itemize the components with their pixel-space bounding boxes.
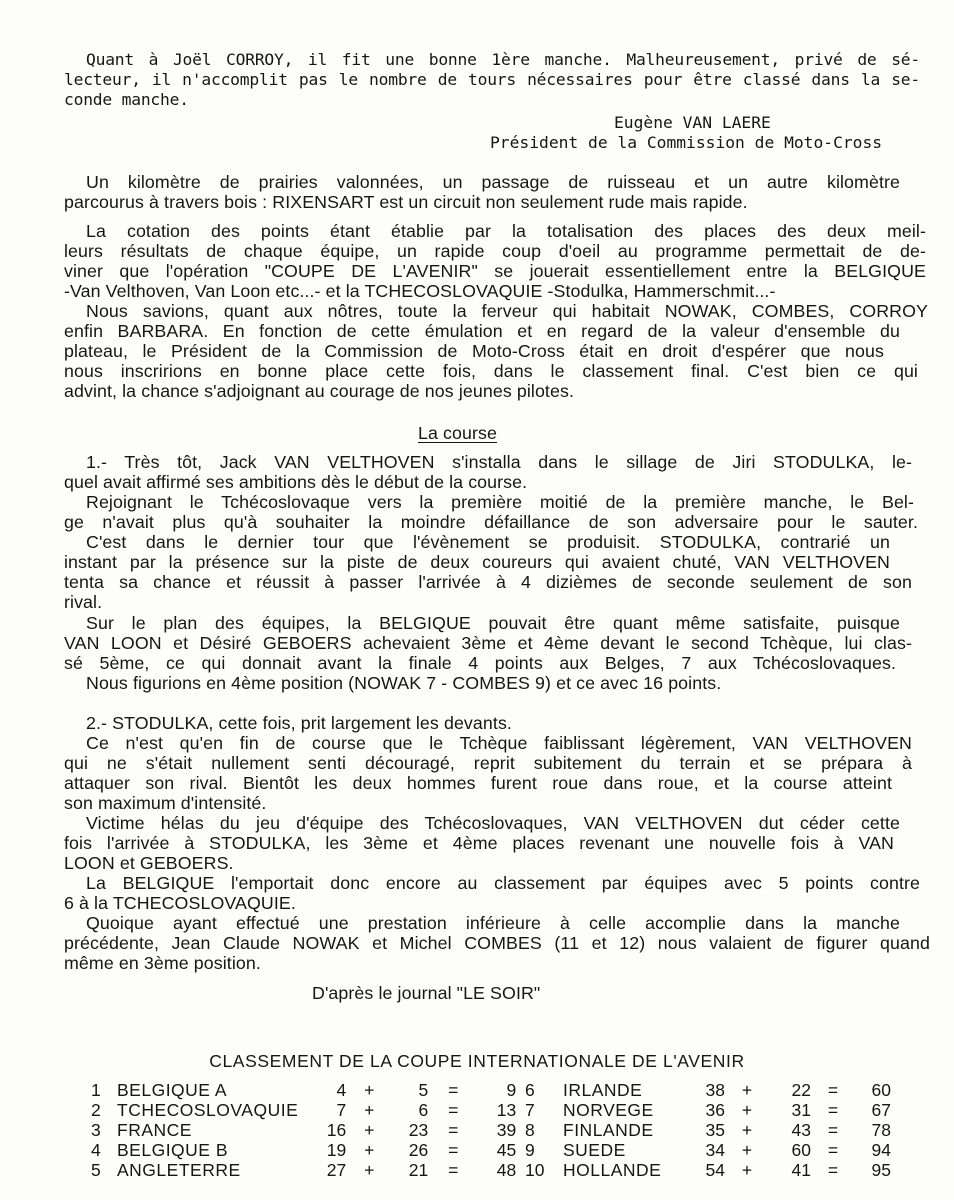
team-cell: SUEDE — [563, 1140, 626, 1160]
race1-line-9: Sur le plan des équipes, la BELGIQUE pouvait être quant même satisfaite, puisque — [86, 613, 900, 633]
total-points-cell: 9 — [506, 1080, 517, 1100]
table-row — [91, 1140, 516, 1160]
race2-line-2: Ce n'est qu'en fin de course que le Tchèque faiblissant légèrement, VAN VELTHOVEN — [86, 733, 912, 753]
equals-sign: = — [827, 1120, 839, 1140]
standings-table-left — [91, 1080, 516, 1180]
total-points-cell: 78 — [871, 1120, 891, 1140]
total-points-cell: 60 — [871, 1080, 891, 1100]
plus-sign: + — [364, 1120, 375, 1140]
team-cell: IRLANDE — [563, 1080, 643, 1100]
plus-sign: + — [741, 1160, 753, 1180]
second-leg-points-cell: 43 — [791, 1120, 811, 1140]
second-leg-points-cell: 26 — [408, 1140, 429, 1160]
equals-sign: = — [448, 1140, 459, 1160]
cotation-line-6: enfin BARBARA. En fonction de cette émulation et en regard de la valeur d'ensemble du — [64, 321, 900, 341]
cotation-line-8: nous inscririons en bonne place cette fois, dans le classement final. C'est bien ce qui — [64, 361, 918, 381]
plus-sign: + — [364, 1100, 375, 1120]
second-leg-points-cell: 5 — [418, 1080, 429, 1100]
first-leg-points-cell: 36 — [705, 1100, 725, 1120]
table-row — [525, 1100, 891, 1120]
race2-line-1: 2.- STODULKA, cette fois, prit largement les devants. — [86, 713, 512, 733]
race1-line-4: ge n'avait plus qu'à souhaiter la moindre défaillance de son adversaire pour le sauter. — [64, 512, 918, 532]
plus-sign: + — [741, 1100, 753, 1120]
second-leg-points-cell: 6 — [418, 1100, 429, 1120]
team-cell: FRANCE — [117, 1120, 192, 1140]
race1-line-2: quel avait affirmé ses ambitions dès le début de la course. — [64, 472, 528, 492]
race1-line-11: sé 5ème, ce qui donnait avant la finale 4 points aux Belges, 7 aux Tchécoslovaques. — [64, 653, 896, 673]
race2-line-10: 6 à la TCHECOSLOVAQUIE. — [64, 893, 296, 913]
cotation-line-1: La cotation des points étant établie par la totalisation des places des deux meil- — [86, 221, 926, 241]
cotation-line-2: leurs résultats de chaque équipe, un rapide coup d'oeil au programme permettait de de- — [64, 241, 926, 261]
race2-line-7: fois l'arrivée à STODULKA, les 3ème et 4ème places revenant une nouvelle fois à VAN — [64, 833, 894, 853]
plus-sign: + — [364, 1080, 375, 1100]
first-leg-points-cell: 27 — [326, 1160, 347, 1180]
first-leg-points-cell: 54 — [705, 1160, 725, 1180]
cotation-line-5: Nous savions, quant aux nôtres, toute la ferveur qui habitait NOWAK, COMBES, CORROY — [86, 301, 928, 321]
total-points-cell: 45 — [496, 1140, 517, 1160]
equals-sign: = — [827, 1160, 839, 1180]
first-leg-points-cell: 35 — [705, 1120, 725, 1140]
plus-sign: + — [741, 1120, 753, 1140]
table-row — [91, 1160, 516, 1180]
equals-sign: = — [448, 1080, 459, 1100]
first-leg-points-cell: 34 — [705, 1140, 725, 1160]
race2-line-5: son maximum d'intensité. — [64, 793, 267, 813]
total-points-cell: 67 — [871, 1100, 891, 1120]
second-leg-points-cell: 31 — [791, 1100, 811, 1120]
race1-line-5: C'est dans le dernier tour que l'évènement se produisit. STODULKA, contrarié un — [86, 532, 890, 552]
source-note: D'après le journal "LE SOIR" — [312, 983, 541, 1003]
table-row — [91, 1120, 516, 1140]
race1-line-8: rival. — [64, 592, 103, 612]
equals-sign: = — [827, 1140, 839, 1160]
first-leg-points-cell: 7 — [336, 1100, 347, 1120]
race2-line-3: qui ne s'était nullement senti découragé, reprit subitement du terrain et se prépara à — [64, 753, 912, 773]
plus-sign: + — [364, 1140, 375, 1160]
second-leg-points-cell: 60 — [791, 1140, 811, 1160]
table-row — [525, 1160, 891, 1180]
team-cell: BELGIQUE B — [117, 1140, 229, 1160]
race2-line-4: attaquer son rival. Bientôt les deux hommes furent roue dans roue, et la course atteint — [64, 773, 892, 793]
table-row — [91, 1080, 516, 1100]
first-leg-points-cell: 38 — [705, 1080, 725, 1100]
race2-line-11: Quoique ayant effectué une prestation inférieure à celle accomplie dans la manche — [86, 913, 900, 933]
cotation-line-9: advint, la chance s'adjoignant au courage de nos jeunes pilotes. — [64, 381, 574, 401]
total-points-cell: 94 — [871, 1140, 891, 1160]
table-row — [525, 1140, 891, 1160]
equals-sign: = — [827, 1100, 839, 1120]
rank-cell: 4 — [91, 1140, 101, 1160]
total-points-cell: 48 — [496, 1160, 517, 1180]
standings-table-right — [525, 1080, 891, 1180]
cotation-line-3: viner que l'opération "COUPE DE L'AVENIR" se jouerait essentiellement entre la BELGIQUE — [64, 261, 926, 281]
first-leg-points-cell: 4 — [336, 1080, 347, 1100]
rank-cell: 8 — [525, 1120, 535, 1140]
total-points-cell: 39 — [496, 1120, 517, 1140]
race2-line-9: La BELGIQUE l'emportait donc encore au classement par équipes avec 5 points contre — [86, 873, 920, 893]
table-row — [525, 1080, 891, 1100]
rank-cell: 7 — [525, 1100, 535, 1120]
second-leg-points-cell: 41 — [791, 1160, 811, 1180]
race1-line-12: Nous figurions en 4ème position (NOWAK 7 - COMBES 9) et ce avec 16 points. — [86, 673, 722, 693]
corroy-line-3: conde manche. — [64, 90, 189, 109]
cotation-line-4: -Van Velthoven, Van Loon etc...- et la TCHECOSLOVAQUIE -Stodulka, Hammerschmit...- — [64, 281, 776, 301]
race1-line-7: tenta sa chance et réussit à passer l'arrivée à 4 dizièmes de seconde seulement de son — [64, 572, 912, 592]
rank-cell: 3 — [91, 1120, 101, 1140]
signature-title: Président de la Commission de Moto-Cross — [490, 133, 883, 152]
equals-sign: = — [448, 1100, 459, 1120]
total-points-cell: 13 — [496, 1100, 517, 1120]
rank-cell: 6 — [525, 1080, 535, 1100]
table-row — [91, 1100, 516, 1120]
rank-cell: 2 — [91, 1100, 101, 1120]
team-cell: ANGLETERRE — [117, 1160, 241, 1180]
rank-cell: 1 — [91, 1080, 101, 1100]
second-leg-points-cell: 21 — [408, 1160, 429, 1180]
plus-sign: + — [741, 1080, 753, 1100]
plus-sign: + — [741, 1140, 753, 1160]
team-cell: NORVEGE — [563, 1100, 654, 1120]
rank-cell: 9 — [525, 1140, 535, 1160]
race-heading: La course — [418, 423, 497, 443]
rank-cell: 10 — [525, 1160, 545, 1180]
race2-line-12: précédente, Jean Claude NOWAK et Michel COMBES (11 et 12) nous valaient de figurer quand — [64, 933, 930, 953]
team-cell: TCHECOSLOVAQUIE — [117, 1100, 299, 1120]
equals-sign: = — [448, 1120, 459, 1140]
equals-sign: = — [827, 1080, 839, 1100]
equals-sign: = — [448, 1160, 459, 1180]
intro-line-1: Un kilomètre de prairies valonnées, un passage de ruisseau et un autre kilomètre — [86, 172, 900, 192]
race1-line-10: VAN LOON et Désiré GEBOERS achevaient 3ème et 4ème devant le second Tchèque, lui clas- — [64, 633, 912, 653]
cotation-line-7: plateau, le Président de la Commission de Moto-Cross était en droit d'espérer que nous — [64, 341, 884, 361]
race2-line-13: même en 3ème position. — [64, 953, 261, 973]
team-cell: BELGIQUE A — [117, 1080, 228, 1100]
total-points-cell: 95 — [871, 1160, 891, 1180]
team-cell: FINLANDE — [563, 1120, 654, 1140]
race1-line-1: 1.- Très tôt, Jack VAN VELTHOVEN s'installa dans le sillage de Jiri STODULKA, le- — [86, 452, 912, 472]
race2-line-6: Victime hélas du jeu d'équipe des Tchécoslovaques, VAN VELTHOVEN dut céder cette — [86, 813, 900, 833]
signature-name: Eugène VAN LAERE — [614, 113, 771, 132]
standings-title: CLASSEMENT DE LA COUPE INTERNATIONALE DE L'AVENIR — [209, 1051, 745, 1071]
race1-line-3: Rejoignant le Tchécoslovaque vers la première moitié de la première manche, le Bel- — [86, 492, 914, 512]
first-leg-points-cell: 16 — [326, 1120, 347, 1140]
second-leg-points-cell: 23 — [408, 1120, 429, 1140]
corroy-line-2: lecteur, il n'accomplit pas le nombre de tours nécessaires pour être classé dans la se- — [64, 70, 920, 89]
second-leg-points-cell: 22 — [791, 1080, 811, 1100]
corroy-line-1: Quant à Joël CORROY, il fit une bonne 1ère manche. Malheureusement, privé de sé- — [86, 50, 920, 69]
table-row — [525, 1120, 891, 1140]
team-cell: HOLLANDE — [563, 1160, 662, 1180]
race1-line-6: instant par la présence sur la piste de deux coureurs qui avaient chuté, VAN VELTHOVEN — [64, 552, 890, 572]
race2-line-8: LOON et GEBOERS. — [64, 853, 234, 873]
first-leg-points-cell: 19 — [326, 1140, 347, 1160]
rank-cell: 5 — [91, 1160, 101, 1180]
intro-line-2: parcourus à travers bois : RIXENSART est un circuit non seulement rude mais rapide. — [64, 192, 748, 212]
plus-sign: + — [364, 1160, 375, 1180]
